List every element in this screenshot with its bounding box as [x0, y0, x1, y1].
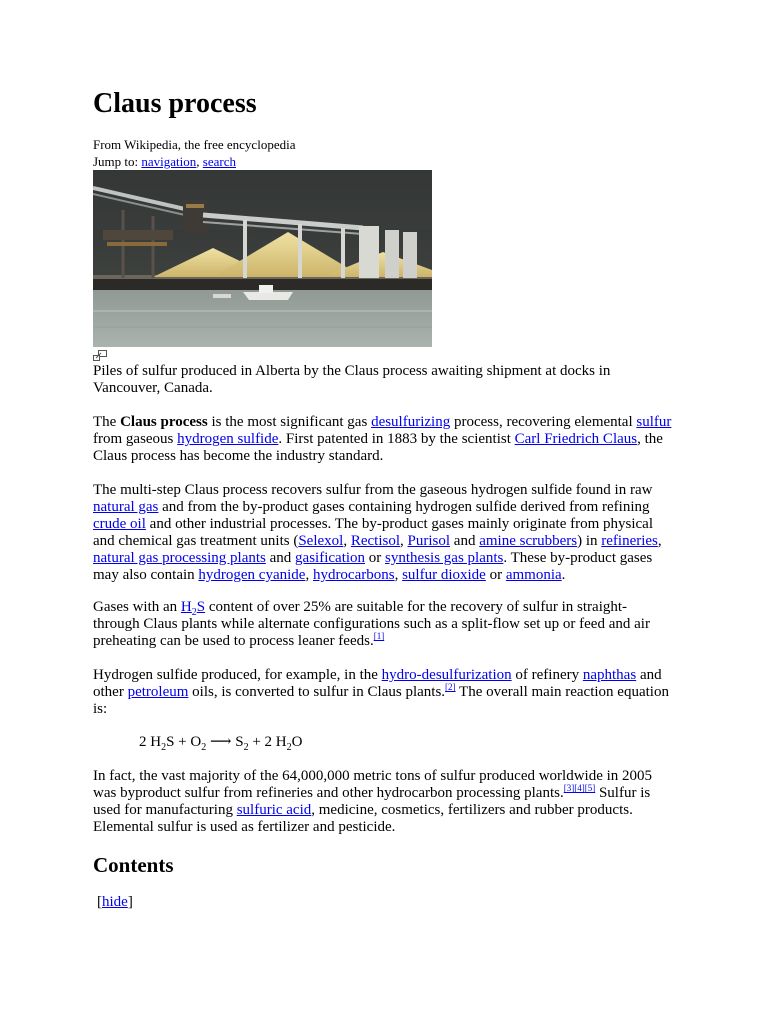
text: ,: [657, 533, 662, 549]
link-hydro-desulfurization[interactable]: hydro-desulfurization: [381, 667, 512, 683]
text: content of over 25% are suitable for the recovery of sulfur in straight-through Claus plants while alternate configurations such as a split-flow set up or feed and air preheating can be used to process leaner feeds.: [93, 599, 650, 649]
jump-separator: ,: [196, 154, 203, 169]
link-carl-friedrich-claus[interactable]: Carl Friedrich Claus: [514, 431, 638, 447]
multi-step-paragraph: [93, 482, 673, 584]
text: is the most significant gas: [207, 414, 372, 430]
link-natural-gas-processing-plants[interactable]: natural gas processing plants: [93, 550, 266, 566]
text: , medicine, cosmetics, fertilizers and rubber products. Elemental sulfur is used as fertilizer and pesticide.: [93, 802, 633, 835]
link-hydrocarbons[interactable]: hydrocarbons: [312, 567, 395, 583]
text: oils, is converted to sulfur in Claus plants.: [188, 684, 446, 700]
text: process, recovering elemental: [450, 414, 637, 430]
h2s-content-paragraph: [93, 599, 673, 650]
text: ]: [127, 894, 133, 910]
text: .: [561, 567, 566, 583]
link-rectisol[interactable]: Rectisol: [350, 533, 401, 549]
site-subtitle: From Wikipedia, the free encyclopedia: [93, 137, 296, 152]
subscript: 2: [243, 742, 249, 753]
text: and: [450, 533, 480, 549]
link-petroleum[interactable]: petroleum: [127, 684, 189, 700]
reference-5[interactable]: [5]: [584, 783, 596, 793]
text: and from the by-product gases containing hydrogen sulfide derived from refining: [158, 499, 650, 515]
subscript: 2: [161, 742, 167, 753]
jump-search-link[interactable]: search: [202, 154, 236, 169]
text: 2 H: [139, 734, 162, 750]
text: . These by-product gases may also contain: [93, 550, 653, 583]
text: ) in: [577, 533, 602, 549]
link-purisol[interactable]: Purisol: [407, 533, 451, 549]
contents-heading: Contents: [93, 853, 174, 877]
bold-term: Claus process: [120, 414, 208, 430]
text: ,: [394, 567, 403, 583]
sulfur-piles-photo[interactable]: [93, 170, 432, 347]
text: of refinery: [511, 667, 583, 683]
image-caption: Piles of sulfur produced in Alberta by the Claus process awaiting shipment at docks in Vancouver, Canada.: [93, 363, 611, 396]
text: The overall main reaction equation is:: [93, 684, 669, 717]
link-gasification[interactable]: gasification: [295, 550, 366, 566]
link-sulfuric-acid[interactable]: sulfuric acid: [236, 802, 312, 818]
text: S: [196, 599, 206, 615]
toc-toggle: [97, 894, 133, 911]
text: . First patented in 1883 by the scientist: [278, 431, 515, 447]
link-refineries[interactable]: refineries: [601, 533, 658, 549]
link-hydrogen-cyanide[interactable]: hydrogen cyanide: [198, 567, 306, 583]
reference-4[interactable]: [4]: [574, 783, 585, 793]
text: + 2 H: [248, 734, 287, 750]
text: In fact, the vast majority of the 64,000,000 metric tons of sulfur produced worldwide in 2005 was byproduct sulfur from refineries and other hydrocarbon processing plants.: [93, 768, 653, 801]
text: and other industrial processes. The by-product gases mainly originate from physical and chemical gas treatment units (: [93, 516, 653, 549]
text: S + O: [166, 734, 202, 750]
text: ,: [400, 533, 408, 549]
link-sulfur-dioxide[interactable]: sulfur dioxide: [402, 567, 486, 583]
jump-navigation-link[interactable]: navigation: [141, 154, 197, 169]
hydrogen-sulfide-paragraph: [93, 667, 673, 718]
subscript: 2: [286, 742, 292, 753]
reaction-equation: [139, 734, 302, 751]
link-sulfur[interactable]: sulfur: [636, 414, 672, 430]
link-ammonia[interactable]: ammonia: [505, 567, 562, 583]
text: or: [365, 550, 386, 566]
subscript: 2: [201, 742, 207, 753]
text: O: [291, 734, 303, 750]
link-synthesis-gas-plants[interactable]: synthesis gas plants: [385, 550, 504, 566]
production-paragraph: [93, 768, 673, 836]
reference-3[interactable]: [3]: [563, 783, 575, 793]
text: Gases with an: [93, 599, 181, 615]
text: [: [97, 894, 102, 910]
subscript: 2: [191, 607, 197, 618]
text: from gaseous: [93, 431, 178, 447]
jump-label: Jump to:: [93, 154, 142, 169]
reference-1[interactable]: [1]: [373, 631, 385, 641]
reference-2[interactable]: [2]: [445, 682, 456, 692]
text: ⟶ S: [206, 734, 244, 750]
text: and other: [93, 667, 662, 700]
text: ,: [305, 567, 313, 583]
text: Sulfur is used for manufacturing: [93, 785, 651, 818]
link-naphthas[interactable]: naphthas: [582, 667, 637, 683]
text: The multi-step Claus process recovers sulfur from the gaseous hydrogen sulfide found in raw: [93, 482, 653, 498]
link-natural-gas[interactable]: natural gas: [93, 499, 159, 515]
link-desulfurizing[interactable]: desulfurizing: [371, 414, 451, 430]
magnify-clip-icon[interactable]: [93, 350, 107, 362]
intro-paragraph: [93, 414, 673, 465]
hide-toc-link[interactable]: hide: [102, 894, 128, 910]
link-selexol[interactable]: Selexol: [298, 533, 344, 549]
page-title: Claus process: [93, 88, 257, 119]
text: ,: [343, 533, 351, 549]
text: The: [93, 414, 121, 430]
text: or: [485, 567, 506, 583]
text: , the Claus process has become the industry standard.: [93, 431, 663, 464]
link-h2s[interactable]: [180, 599, 206, 618]
text: H: [180, 599, 192, 615]
text: Hydrogen sulfide produced, for example, in the: [93, 667, 382, 683]
link-hydrogen-sulfide[interactable]: hydrogen sulfide: [177, 431, 279, 447]
link-crude-oil[interactable]: crude oil: [93, 516, 146, 532]
text: and: [265, 550, 296, 566]
link-amine-scrubbers[interactable]: amine scrubbers: [479, 533, 578, 549]
jump-links: [93, 153, 236, 170]
